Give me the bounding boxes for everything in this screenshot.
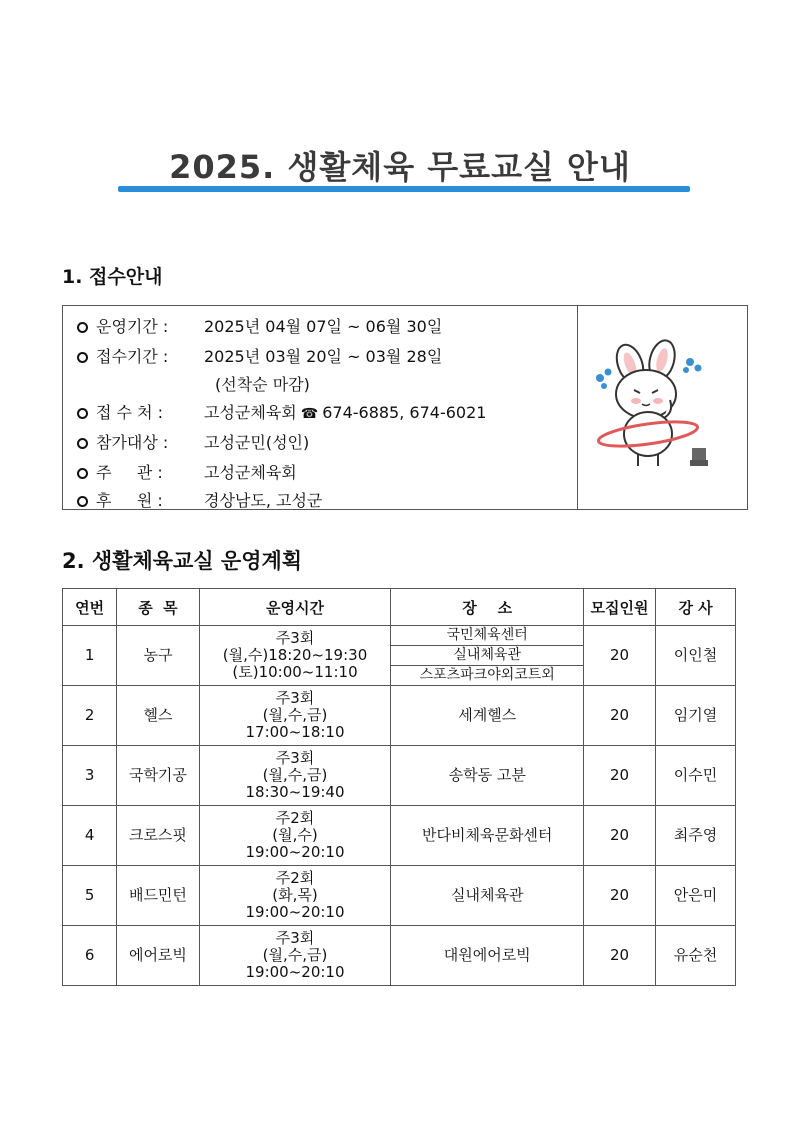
cell-place: 실내체육관 xyxy=(391,866,584,926)
cell-instructor: 임기열 xyxy=(656,686,736,746)
table-row xyxy=(63,866,736,926)
cell-no: 4 xyxy=(63,806,117,866)
table-row xyxy=(63,626,736,686)
schedule-frequency: 주3회 xyxy=(275,749,315,767)
cell-place: 대원에어로빅 xyxy=(391,926,584,986)
cell-no: 6 xyxy=(63,926,117,986)
info-row-operation-period xyxy=(77,314,442,337)
cell-place: 세계헬스 xyxy=(391,686,584,746)
info-value: 경상남도, 고성군 xyxy=(204,491,323,510)
cell-capacity: 20 xyxy=(583,926,655,986)
cell-sport: 농구 xyxy=(117,626,199,686)
circle-bullet-icon xyxy=(77,352,88,363)
table-header-row xyxy=(63,589,736,626)
cell-schedule xyxy=(199,626,391,686)
cell-place xyxy=(391,626,584,686)
cell-schedule xyxy=(199,866,391,926)
info-row-registration-place xyxy=(77,400,486,423)
cell-no: 5 xyxy=(63,866,117,926)
info-label: 접수기간 : xyxy=(96,347,169,366)
schedule-frequency: 주2회 xyxy=(275,869,315,887)
program-plan-table xyxy=(62,588,736,986)
schedule-days: (월,수,금) xyxy=(262,766,328,784)
section-heading-registration: 1. 접수안내 xyxy=(62,266,163,288)
info-row-sponsor xyxy=(77,488,322,511)
schedule-time: 19:00~20:10 xyxy=(245,963,345,981)
info-row-organizer xyxy=(77,460,297,483)
circle-bullet-icon xyxy=(77,496,88,507)
schedule-days: (월,수,금) xyxy=(262,706,328,724)
info-label: 참가대상 : xyxy=(96,433,169,452)
schedule-time: 18:30~19:40 xyxy=(245,783,345,801)
col-header-place: 장 소 xyxy=(391,589,584,626)
info-value: (선착순 마감) xyxy=(215,375,310,394)
cell-capacity: 20 xyxy=(583,686,655,746)
schedule-days: (월,수) xyxy=(272,826,318,844)
table-row xyxy=(63,806,736,866)
place-item: 스포츠파크야외코트외 xyxy=(419,667,555,683)
schedule-days: (월,수,금) xyxy=(262,946,328,964)
cell-schedule xyxy=(199,926,391,986)
col-header-capacity: 모집인원 xyxy=(583,589,655,626)
cell-schedule xyxy=(199,806,391,866)
table-row xyxy=(63,926,736,986)
info-row-first-come-note xyxy=(215,372,310,395)
place-item: 실내체육관 xyxy=(391,646,583,666)
phone-number: 674-6885, 674-6021 xyxy=(322,403,487,422)
cell-sport: 크로스핏 xyxy=(117,806,199,866)
col-header-instructor: 강 사 xyxy=(656,589,736,626)
schedule-frequency: 주3회 xyxy=(275,689,315,707)
info-value: 고성군체육회 xyxy=(204,403,297,422)
info-label: 후 원 : xyxy=(96,491,163,510)
cell-place: 송학동 고분 xyxy=(391,746,584,806)
cell-place: 반다비체육문화센터 xyxy=(391,806,584,866)
cell-schedule xyxy=(199,746,391,806)
table-row xyxy=(63,746,736,806)
cell-no: 3 xyxy=(63,746,117,806)
cell-instructor: 최주영 xyxy=(656,806,736,866)
place-item: 국민체육센터 xyxy=(391,626,583,646)
schedule-time: 19:00~20:10 xyxy=(245,843,345,861)
cell-sport: 에어로빅 xyxy=(117,926,199,986)
cell-capacity: 20 xyxy=(583,866,655,926)
circle-bullet-icon xyxy=(77,408,88,419)
rabbit-hula-hoop-illustration xyxy=(577,306,748,509)
info-value: 2025년 03월 20일 ~ 03월 28일 xyxy=(204,347,443,366)
col-header-no: 연번 xyxy=(63,589,117,626)
info-label: 접 수 처 : xyxy=(96,403,164,422)
cell-sport: 국학기공 xyxy=(117,746,199,806)
col-header-sport: 종 목 xyxy=(117,589,199,626)
schedule-days: (화,목) xyxy=(272,886,318,904)
title-underline xyxy=(118,186,690,192)
cell-instructor: 이인철 xyxy=(656,626,736,686)
page-title: 2025. 생활체육 무료교실 안내 xyxy=(169,148,631,186)
registration-info-box xyxy=(62,305,748,510)
cell-no: 1 xyxy=(63,626,117,686)
info-row-registration-period xyxy=(77,344,442,367)
info-value: 2025년 04월 07일 ~ 06월 30일 xyxy=(204,317,443,336)
col-header-schedule: 운영시간 xyxy=(199,589,391,626)
info-value: 고성군민(성인) xyxy=(204,433,310,452)
registration-info-list xyxy=(63,306,577,509)
info-label: 주 관 : xyxy=(96,463,163,482)
schedule-time: 19:00~20:10 xyxy=(245,903,345,921)
info-row-eligibility xyxy=(77,430,309,453)
cell-instructor: 이수민 xyxy=(656,746,736,806)
info-label: 운영기간 : xyxy=(96,317,169,336)
circle-bullet-icon xyxy=(77,322,88,333)
cell-sport: 배드민턴 xyxy=(117,866,199,926)
circle-bullet-icon xyxy=(77,468,88,479)
schedule-time: 17:00~18:10 xyxy=(245,723,345,741)
circle-bullet-icon xyxy=(77,438,88,449)
schedule-days-time: (월,수)18:20~19:30 xyxy=(222,646,368,664)
cell-instructor: 유순천 xyxy=(656,926,736,986)
table-row xyxy=(63,686,736,746)
cell-instructor: 안은미 xyxy=(656,866,736,926)
schedule-frequency: 주3회 xyxy=(275,929,315,947)
cell-schedule xyxy=(199,686,391,746)
cell-capacity: 20 xyxy=(583,626,655,686)
info-value: 고성군체육회 xyxy=(204,463,297,482)
schedule-frequency: 주2회 xyxy=(275,809,315,827)
cell-sport: 헬스 xyxy=(117,686,199,746)
schedule-frequency: 주3회 xyxy=(275,629,315,647)
cell-capacity: 20 xyxy=(583,746,655,806)
cell-no: 2 xyxy=(63,686,117,746)
schedule-days-time: (토)10:00~11:10 xyxy=(232,663,358,681)
phone-icon: ☎ xyxy=(300,406,319,422)
rabbit-illustration-icon xyxy=(578,306,746,509)
cell-capacity: 20 xyxy=(583,806,655,866)
section-heading-plan: 2. 생활체육교실 운영계획 xyxy=(62,549,303,573)
